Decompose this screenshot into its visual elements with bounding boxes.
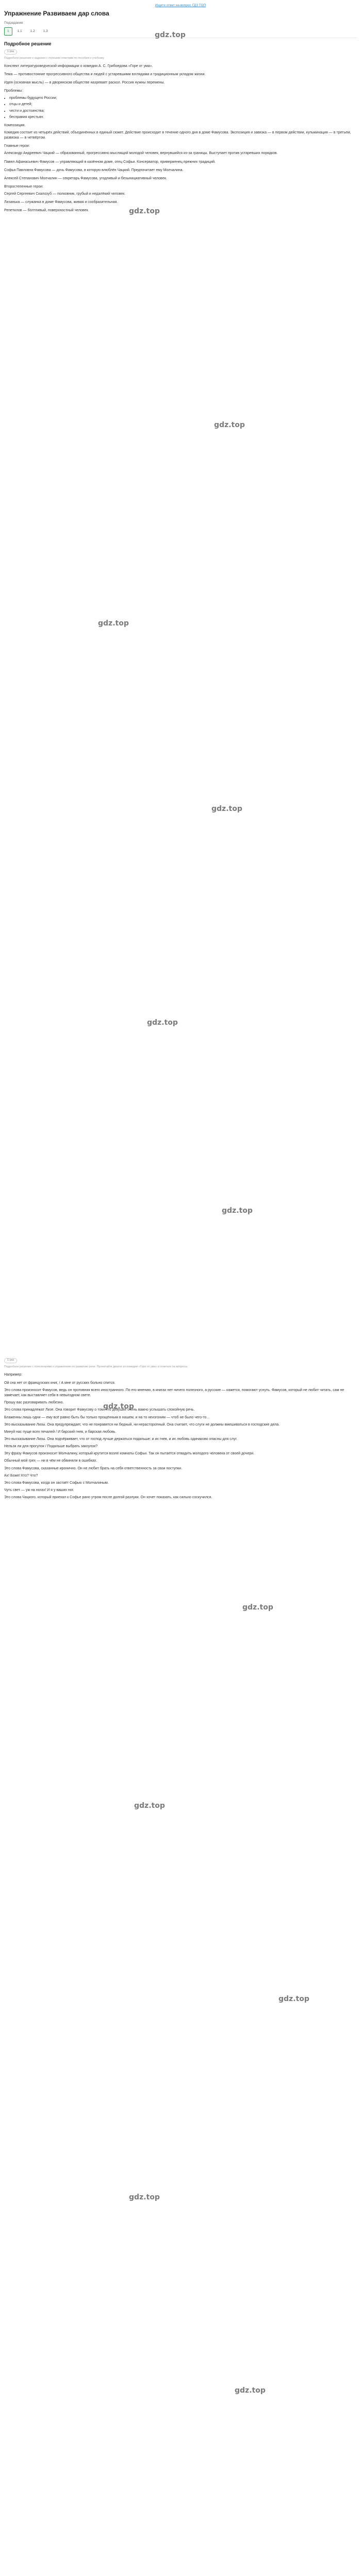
- answer: Это высказывание Лизы. Она предупреждает, что не понравятся ни бедный, ни нерасторопный. Она считает, что слуги не должны вмешиваться в господские дела.: [4, 1422, 280, 1427]
- watermark: gdz.top: [235, 2386, 266, 2395]
- heroes-label: Главные герои:: [4, 144, 30, 148]
- solution-note: Подробное решение с пояснениями к упражнению по развитию речи. Прочитайте диалог из комедии «Горе от ума» и ответьте на вопросы.: [4, 1365, 188, 1369]
- watermark: gdz.top: [134, 1802, 165, 1810]
- watermark: gdz.top: [214, 421, 245, 429]
- watermark: gdz.top: [155, 31, 186, 39]
- page-title: Упражнение Развиваем дар слова: [4, 10, 109, 18]
- answer: Это слова Фамусова, когда он застаёт Софью с Молчалиным.: [4, 1481, 109, 1485]
- answer: Это высказывание Лизы. Она подчёркивает, что от господ лучше держаться подальше: и их гнев, и их любовь одинаково опасны для слуг.: [4, 1437, 237, 1441]
- exercise-item: [4, 1488, 357, 1500]
- solution-block-2: [4, 1358, 357, 2576]
- solution-note: Подробное решение к заданию с полными ответами по пособию к учебнику: [4, 57, 105, 60]
- quote: Обычный мой грех — ни в чём не обвиняли в ошибках.: [4, 1459, 97, 1463]
- exercise-item: [4, 1459, 357, 1471]
- tab-1-1[interactable]: 1.1: [17, 29, 22, 33]
- watermark: gdz.top: [211, 805, 242, 813]
- list-item: • отцы и детей;: [9, 102, 357, 107]
- exercise-item: [4, 1430, 357, 1442]
- list-item: • проблемы будущего России;: [9, 96, 357, 101]
- paragraph: Тема — противостояние прогрессивного общества и людей с устаревшими взглядами и традиционным укладом жизни.: [4, 72, 206, 76]
- paragraph: Сергей Сергеевич Скалозуб — полковник, грубый и недалёкий человек.: [4, 192, 126, 196]
- tab-1-2[interactable]: 1.2: [30, 29, 35, 33]
- tabs-label: Подзадание: [4, 21, 23, 25]
- quote: Минуй нас пуще всех печалей / И барский гнев, и барская любовь.: [4, 1430, 117, 1434]
- quote: Ой сна нет от французских книг, / А мне от русских больно спится.: [4, 1381, 116, 1385]
- problems-label: Проблемы:: [4, 89, 23, 93]
- answer: Это слова Фамусова, сказанные иронично. Он не любит брать на себя ответственность за свои поступки.: [4, 1466, 183, 1470]
- paragraph: Александр Андреевич Чацкий — образованный, прогрессивно мыслящий молодой человек, вернувшийся из-за границы. Выступает против устаревших порядков.: [4, 151, 278, 156]
- problems-list: [9, 96, 357, 120]
- paragraph: Репетилов — болтливый, поверхностный человек.: [4, 209, 89, 213]
- answer: Это слова принадлежат Лизе. Она говорит Фамусову о том, что девушке очень важно услышать спокойную речь.: [4, 1408, 195, 1412]
- paragraph: Лизанька — служанка в доме Фамусова, живая и сообразительная.: [4, 200, 118, 205]
- composition-label: Композиция.: [4, 123, 26, 127]
- quote: Нельзя ли для прогулок / Подальше выбрать закоулок?: [4, 1445, 98, 1449]
- watermark: gdz.top: [242, 1603, 273, 1612]
- paragraph: Павел Афанасьевич Фамусов — управляющий в казённом доме, отец Софьи. Консерватор, приверженец прежних традиций.: [4, 160, 216, 164]
- list-item: • бесправия крестьян.: [9, 115, 357, 120]
- watermark: gdz.top: [98, 619, 129, 628]
- paragraph: Софья Павловна Фамусова — дочь Фамусова, в которую влюблён Чацкий. Предпочитает ему Молчалина.: [4, 168, 184, 172]
- watermark: gdz.top: [129, 2193, 160, 2201]
- exercise-item: [4, 1444, 357, 1456]
- tab-1[interactable]: 1: [4, 27, 12, 35]
- watermark: gdz.top: [129, 207, 160, 215]
- subtask-tabs: [4, 27, 357, 38]
- answer: Это слова Чацкого, который приехал к Софье рано утром после долгой разлуки. Он хочет показать, как сильно соскучился.: [4, 1496, 212, 1500]
- paragraph: Конспект литературоведческой информации о комедии А. С. Грибоедова «Горе от ума».: [4, 64, 153, 68]
- paragraph: Комедия состоит из четырёх действий, объединённых в единый сюжет. Действие происходит в течение одного дня в доме Фамусова. Экспозиция и завязка — в первом действии, кульминация — в третьем, развязка — в четвёртом.: [4, 130, 351, 140]
- quote: Блаженны лишь одни — ему всё равно быть бы только прощённым в нашем, и на то неизгоним — чтоб не было чего-то...: [4, 1415, 210, 1419]
- watermark: gdz.top: [278, 1995, 309, 2003]
- top-link[interactable]: Ищите ответ на вопрос ГДЗ ТОП: [155, 4, 206, 7]
- paragraph: Алексей Степанович Молчалин — секретарь Фамусова, угодливый и безынициативный человек.: [4, 176, 167, 180]
- solution-title: Подробное решение: [4, 41, 52, 46]
- exercise-item: [4, 1415, 357, 1428]
- tab-1-3[interactable]: 1.3: [43, 29, 48, 33]
- watermark: gdz.top: [147, 1019, 178, 1027]
- list-item: • чести и достоинства;: [9, 109, 357, 114]
- solution-block-1: [4, 49, 357, 1358]
- paragraph: Идея (основная мысль) — в дворянском обществе назревает раскол. Россия нужны перемены.: [4, 80, 165, 84]
- quote: Прошу вас разговаривать любезно.: [4, 1401, 64, 1405]
- views-badge: 1 раз: [4, 1358, 17, 1363]
- quote: Ах! Боже! Кто? Что?: [4, 1473, 38, 1478]
- quote: Чуть свет — уж на ногах! И я у ваших ног.: [4, 1488, 74, 1492]
- secondary-label: Второстепенные герои:: [4, 184, 43, 189]
- watermark: gdz.top: [222, 1207, 253, 1215]
- exercise-item: [4, 1400, 357, 1413]
- watermark: gdz.top: [103, 1402, 134, 1411]
- exercise-item: [4, 1473, 357, 1486]
- answer: Эту фразу Фамусов произносит Молчалину, который крутится возле комнаты Софьи. Так он пытается отвадить молодого человека от своей дочери.: [4, 1452, 255, 1456]
- answer: Это слова произносит Фамусов, ведь он противник всего иностранного. По его мнению, в книгах нет ничего полезного, а русские — кажется, помогают уснуть. Фамусов, который не любит читать, сам не замечает, как выставляет себя в невыгодном свете.: [4, 1388, 344, 1398]
- exercise-item: [4, 1381, 357, 1398]
- task-label: Например:: [4, 1372, 23, 1377]
- views-badge: 1 раз: [4, 49, 17, 55]
